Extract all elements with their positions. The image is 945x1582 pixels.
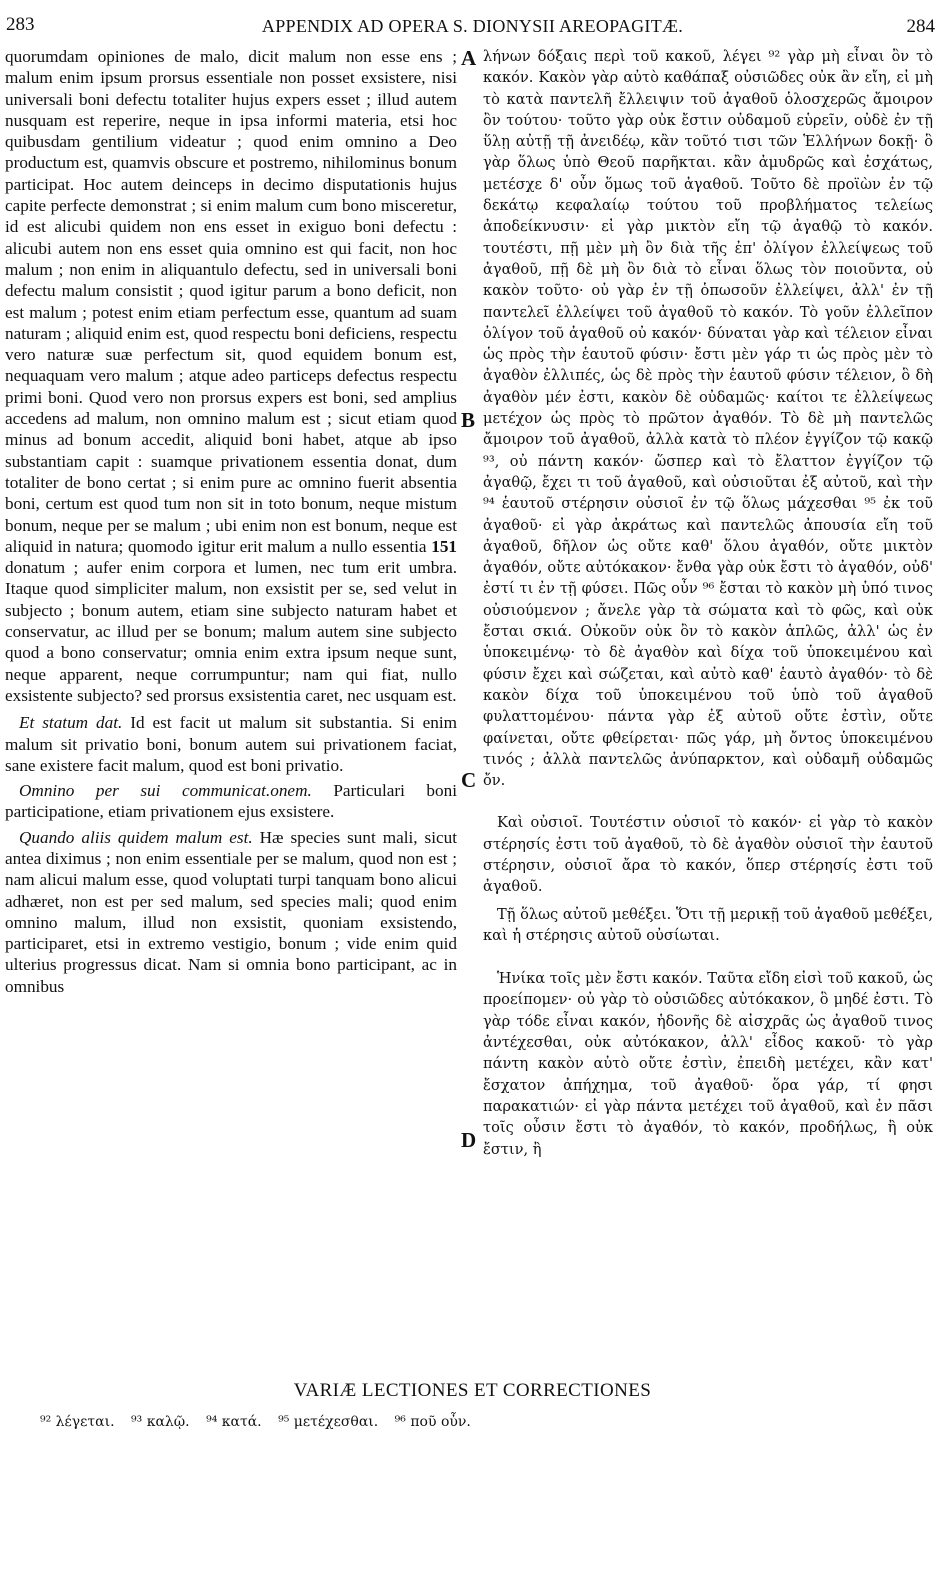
margin-marker-c: C [461, 768, 477, 792]
latin-note [5, 780, 457, 823]
variants-list [40, 1414, 483, 1430]
note-lemma: Omnino per sui communicat.onem. [19, 781, 312, 801]
note-text: Hæ species sunt mali, sicut antea diximus ; non enim essentiale per se malum, quod non est ; nam alicui malum esse, quod voluptati turpi tanquam bono alicui adhæret, non est per sed malum, sed species mali; quod enim omnino malum, illud non exsistit, quoniam exsistendo, participaret, etsi in extremo vestigio, bonum ; vide enim quid ulterius progressus dicat. Nam si omnia bono participant, ac in omnibus [5, 827, 458, 996]
margin-marker-d: D [461, 1128, 477, 1152]
margin-marker-a: A [461, 46, 477, 70]
column-number: 151 [431, 536, 458, 556]
latin-note [5, 827, 457, 997]
running-header [0, 10, 945, 40]
variants-title: VARIÆ LECTIONES ET CORRECTIONES [293, 1380, 652, 1401]
running-title: APPENDIX AD OPERA S. DIONYSII AREOPAGITÆ. [261, 16, 684, 36]
latin-paragraph-tail: donatum ; aufer enim corpora et lumen, nec tum erit umbra. Itaque quod simpliciter malum, non exsistit per se, sed velut in subjecto ; bonum autem, etiam sine subjecto naturam habet et conservatur, ac illud per se bonum; malum autem sine subjecto quod a bono conservatur; omnia enim extra ipsum neque sunt, neque apparent, neque corrumpuntur; nam qui fiat, nullo exsistente subjecto? sed prorsus exsistentia caret, nec usquam est. [5, 558, 457, 705]
greek-note: Τῇ ὅλως αὐτοῦ μεθέξει. Ὅτι τῇ μερικῇ τοῦ ἀγαθοῦ μεθέξει, καὶ ἡ στέρησις αὐτοῦ οὐσίωται. [483, 905, 933, 944]
note-text: Particulari boni participatione, etiam privationem ejus exsistere. [5, 781, 457, 822]
greek-paragraph: λήνων δόξαις περὶ τοῦ κακοῦ, λέγει ⁹² γὰρ μὴ εἶναι ὂν τὸ κακόν. Κακὸν γὰρ αὐτὸ καθάπαξ οὐσιῶδες οὐκ ἂν εἴη, εἰ μὴ τὸ κατὰ παντελῆ ἔλλειψιν τοῦ ἀγαθοῦ ὁλοσχερῶς ἄμοιρον ὂν τούτου· τοῦτο γὰρ οὐκ ἔστιν οὐδαμοῦ εὑρεῖν, οὐδὲ ἐν τῇ ὕλῃ αὐτῇ τῇ ἀνειδέῳ, κἂν τοῦτό τισι τῶν Ἑλλήνων δοκῇ· ὃ γὰρ ὅλως ὑπὸ Θεοῦ παρῆκται. κἂν ἀμυδρῶς καὶ ἐσχάτως, μετέσχε δ' οὖν ὅμως τοῦ ἀγαθοῦ. Τοῦτο δὲ προϊὼν ἐν τῷ δεκάτῳ κεφαλαίῳ τούτου τοῦ προβλήματος τελείως ἀποδείκνυσιν· εἰ γὰρ μικτὸν εἴη τῷ ἀγαθῷ τὸ κακόν. τουτέστι, πῇ μὲν μὴ ὂν διὰ τῆς ἐπ' ὀλίγον ἐλλείψεως τοῦ ἀγαθοῦ, πῇ δὲ μὴ ὂν διὰ τὸ εἶναι ὅλως τὸν ποιοῦντα, οὐ κακὸν τοῦτο· οὐ γὰρ ἐν τῇ ὁπωσοῦν ἐλλείψει, ἀλλ' ἐν τῇ παντελεῖ ἐλλείψει τοῦ ἀγαθοῦ τὸ κακόν. Τὸ γοῦν ἐλλεῖπον ὀλίγον τοῦ ἀγαθοῦ οὐ κακόν· δύναται γὰρ καὶ τέλειον εἶναι ὡς πρὸς τὴν ἑαυτοῦ φύσιν· ἔστι μὲν γάρ τι ὡς πρὸς μὲν τὸ ἀγαθὸν ἐλλιπές, ὡς δὲ πρὸς τὴν ἑαυτοῦ φύσιν τέλειον, ὃ δὴ ἀγαθὸν μέν ἐστι, κακὸν δὲ οὐδαμῶς· καίτοι τε ἐλλείψεως μετέχον ὡς πρὸς τὸ πρῶτον ἀγαθόν. Τὸ δὲ μὴ παντελῶς ἄμοιρον τοῦ ἀγαθοῦ, ἀλλὰ κατὰ τὸ πλέον ἐγγίζον τῷ κακῷ ⁹³, οὐ πάντη κακόν· ὥσπερ καὶ τὸ ἔλαττον ἐγγίζον τῷ ἀγαθῷ, ἔχει τι τοῦ ἀγαθοῦ, καὶ οὐσιοῦται ἐξ αὐτοῦ, καὶ τὴν ⁹⁴ ἑαυτοῦ στέρησιν οὐσιοῖ ἐν τῷ ὅλως μάχεσθαι ⁹⁵ ἐκ τοῦ ἀγαθοῦ· εἰ γὰρ ἀκράτως καὶ παντελῶς ἀπουσία εἴη τοῦ ἀγαθοῦ, δῆλον ὡς οὔτε καθ' ὅλου ἀγαθόν, οὔτε μικτὸν ἀγαθόν, οὔτε αὐτόκακον· ἔνθα γὰρ οὐκ ἔστι τὸ ἀγαθόν, οὐδ' ἐστί τι ἐν τῇ φύσει. Πῶς οὖν ⁹⁶ ἔσται τὸ κακὸν μὴ ὑπό τινος οὐσιούμενον ; ἄνελε γὰρ τὰ σώματα καὶ τὸ φῶς, καὶ οὐκ ἔσται σκιά. Οὐκοῦν οὐκ ὂν τὸ κακὸν ἁπλῶς, ἀλλ' ὡς ἐν ὑποκειμένῳ· τὸ δὲ ἀγαθὸν καὶ δίχα τοῦ ὑποκειμένου καὶ φύσιν ἔχει καὶ σώζεται, καὶ αὐτὸ καθ' ἑαυτὸ ἀγαθόν· τὸ δὲ κακὸν δίχα τοῦ ὑποκειμένου τοῦ ὑπὸ τοῦ ἀγαθοῦ φυλαττομένου· πάντα γὰρ ἐξ αὐτοῦ οὔτε ἐστὶν, οὔτε φαίνεται, οὔτε φθείρεται· πῶς γάρ, μὴ ὄντος ὑποκειμένου τινός ; ἀλλὰ παντελῶς ἀνύπαρκτον, καὶ οὐδαμῆ οὐδαμῶς ὄν. [483, 48, 933, 790]
variant-item: ⁹⁵ μετέχεσθαι. [278, 1414, 379, 1430]
note-text: Id est facit ut malum sit substantia. Si enim malum sit privatio boni, bonum autem sui privationem faciat, sane existere facit malum, quod est boni privatio. [5, 713, 458, 775]
note-lemma: Et statum dat. [19, 713, 123, 733]
greek-column [483, 46, 933, 1160]
latin-paragraph-text: quorumdam opiniones de malo, dicit malum non esse ens ; malum enim ipsum prorsus essentiale non posset exsistere, nisi universali boni defectu totaliter hujus expers esset ; illud autem nusquam est reperire, neque in ipsa informi materia, etsi hoc quibusdam gentilium videatur ; quod enim omnino a Deo productum est, quamvis obscure et postremo, nihilominus bonum participat. Hoc autem deinceps in decimo disputationis hujus capite perfecte demonstrat ; si enim malum cum bono misceretur, id est alicubi quidem non ens esset in exiguo boni defectu : alicubi autem non ens esset quia omnino est qui facit, non hoc malum ; non enim in aliquantulo defectu, sed in universali boni defectu malum consistit ; quod igitur parum a bono deficit, non est malum ; potest enim etiam perfectum esse, quantum ad suam naturam ; aliquid enim est, quod respectu boni deficiens, respectu vero naturæ suæ perfectum sit, quod equidem bonum est, nequaquam vero malum ; atque adeo particeps defectus respectu primi boni. Quod vero non prorsus expers est boni, sed amplius accedens ad malum, non omnino malum est ; sicut etiam quod minus ad bonum accedit, aliquid boni habet, atque ab ipso substantiam capit : suamque privationem essentia donat, dum totaliter de bono certat ; si enim pure ac omnino fuerit absentia boni, certum est quod tum non sit in toto bonum, neque mistum bonum, neque per se malum ; ubi enim non est bonum, neque est aliquid in natura; quomodo igitur erit malum a nullo essentia [5, 47, 457, 556]
variant-item: ⁹⁶ ποῦ οὖν. [394, 1414, 471, 1430]
greek-note: Ἡνίκα τοῖς μὲν ἔστι κακόν. Ταῦτα εἴδη εἰσὶ τοῦ κακοῦ, ὡς προείπομεν· οὐ γὰρ τὸ οὐσιῶδες αὐτόκακον, ὃ μηδέ ἐστι. Τὸ γὰρ τόδε εἶναι κακόν, ἡδονῆς δὲ αἰσχρᾶς ὡς ἀγαθοῦ τινος ἀντέχεσθαι, οὐκ αὐτόκακον, ἀλλ' εἶδος κακοῦ· τὸ γὰρ πάντη κακὸν αὐτὸ οὔτε ἐστὶν, ἐπειδὴ μετέχει, κἂν κατ' ἔσχατον ἀπήχημα, τοῦ ἀγαθοῦ· ὅρα γάρ, τί φησι παρακατιών· εἰ γὰρ πάντα μετέχει τοῦ ἀγαθοῦ, καὶ ἐν πᾶσι τοῖς οὖσιν ἔστι τὸ ἀγαθόν, τὸ κακόν, προδήλως, ἢ οὐκ ἔστιν, ἢ [483, 970, 933, 1158]
latin-paragraph [5, 46, 457, 706]
latin-note [5, 712, 457, 776]
margin-marker-b: B [461, 408, 476, 432]
variant-item: ⁹⁴ κατά. [206, 1414, 262, 1430]
variant-item: ⁹³ καλῷ. [131, 1414, 190, 1430]
note-lemma: Quando aliis quidem malum est. [19, 827, 253, 847]
page-number-right: 284 [906, 16, 935, 37]
latin-column [5, 46, 457, 997]
page-number-left: 283 [6, 14, 35, 35]
greek-note: Καὶ οὐσιοῖ. Τουτέστιν οὐσιοῖ τὸ κακόν· εἰ γὰρ τὸ κακὸν στέρησίς ἐστι τοῦ ἀγαθοῦ, τὸ δὲ ἀγαθὸν οὐσιοῖ τὴν ἑαυτοῦ στέρησιν, οὐσιοῖ ἄρα τὸ κακόν, ὅπερ στέρησίς ἐστι τοῦ ἀγαθοῦ. [483, 814, 933, 896]
variant-item: ⁹² λέγεται. [40, 1414, 115, 1430]
